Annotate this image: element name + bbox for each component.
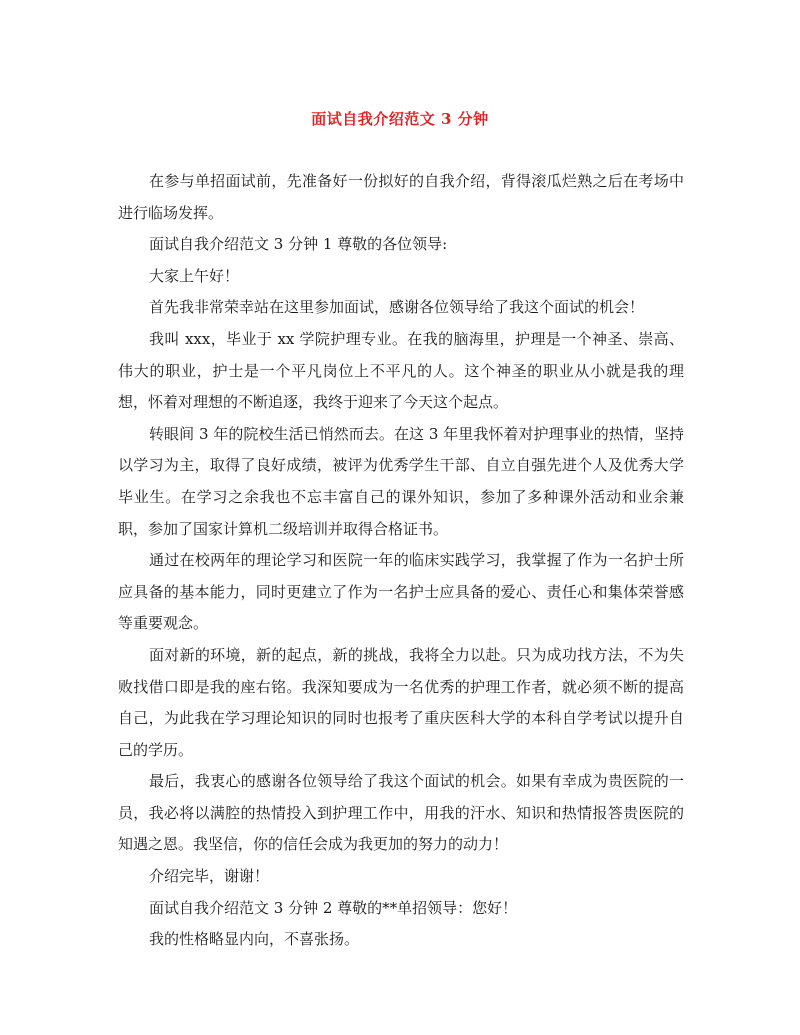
document-title: 面试自我介绍范文 3 分钟 (311, 110, 489, 128)
paragraph-intro: 在参与单招面试前，先准备好一份拟好的自我介绍，背得滚瓜烂熟之后在考场中进行临场发挥。 (118, 172, 684, 222)
paragraph-school-life: 转眼间 3 年的院校生活已悄然而去。在这 3 年里我怀着对护理事业的热情，坚持以学习为主，取得了良好成绩，被评为优秀学生干部、自立自强先进个人及优秀大学毕业生。在学习之余我也不忘丰富自己的课外知识，参加了多种课外活动和业余兼职，参加了国家计算机二级培训并取得合格证书。 (118, 424, 684, 538)
paragraph-thanks-opening: 首先我非常荣幸站在这里参加面试，感谢各位领导给了我这个面试的机会！ (149, 298, 645, 317)
paragraph-greeting: 大家上午好！ (149, 266, 240, 285)
paragraph-end: 介绍完毕，谢谢！ (149, 867, 270, 886)
paragraph-background: 我叫 xxx，毕业于 xx 学院护理专业。在我的脑海里，护理是一个神圣、崇高、伟大的职业，护士是一个平凡岗位上不平凡的人。这个神圣的职业从小就是我的理想，怀着对理想的不断追逐，我终于迎来了今天这个起点。 (118, 329, 684, 412)
paragraph-sample2-heading: 面试自我介绍范文 3 分钟 2 尊敬的**单招领导：您好！ (149, 898, 518, 917)
paragraph-motto: 面对新的环境，新的起点，新的挑战，我将全力以赴。只为成功找方法，不为失败找借口即是我的座右铭。我深知要成为一名优秀的护理工作者，就必须不断的提高自己，为此我在学习理论知识的同时也报考了重庆医科大学的本科自学考试以提升自己的学历。 (118, 645, 684, 759)
paragraph-sample1-heading: 面试自我介绍范文 3 分钟 1 尊敬的各位领导: (149, 235, 448, 254)
paragraph-closing: 最后，我衷心的感谢各位领导给了我这个面试的机会。如果有幸成为贵医院的一员，我必将以满腔的热情投入到护理工作中，用我的汗水、知识和热情报答贵医院的知遇之恩。我坚信，你的信任会成为我更加的努力的动力！ (118, 772, 684, 854)
document-body (118, 166, 684, 956)
paragraph-personality: 我的性格略显内向，不喜张扬。 (149, 930, 360, 949)
paragraph-practice: 通过在校两年的理论学习和医院一年的临床实践学习，我掌握了作为一名护士所应具备的基本能力，同时更建立了作为一名护士应具备的爱心、责任心和集体荣誉感等重要观念。 (118, 551, 684, 633)
